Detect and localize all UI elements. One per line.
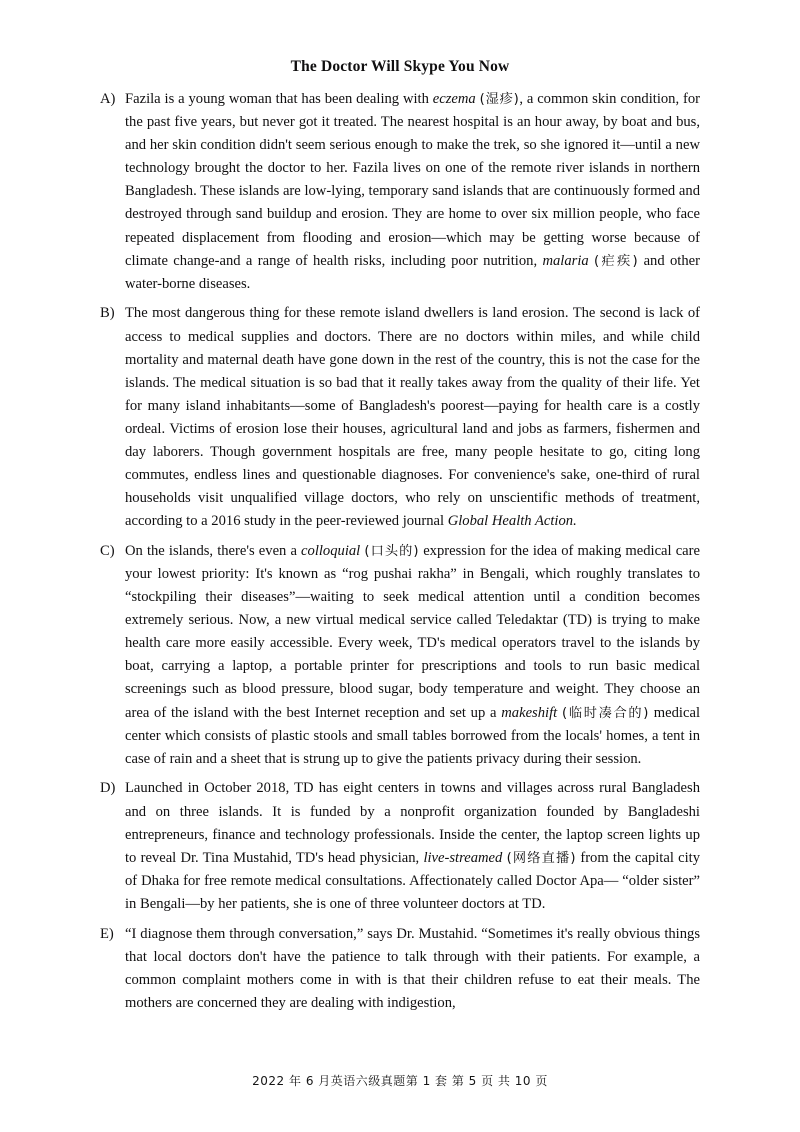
text-run: from the capital city of Dhaka for free remote medical consultations. Affectionately called Doctor Apa— “older sister” in Bengali—by her patients, she is one of three volunteer doctors at TD. bbox=[125, 849, 700, 912]
paragraph bbox=[100, 540, 700, 771]
paragraph-marker: D) bbox=[100, 780, 116, 797]
text-run: “I diagnose them through conversation,” says Dr. Mustahid. “Sometimes it's really obvious things that local doctors don't have the patience to talk through with their patients. For example, a common complaint mothers come in with is that their children refuse to eat their meals. The mothers are concerned they are dealing with indigestion, bbox=[125, 925, 700, 1011]
paragraph bbox=[100, 302, 700, 533]
article-body bbox=[100, 88, 700, 1021]
italic-term: makeshift bbox=[501, 704, 558, 721]
chinese-gloss: (湿疹) bbox=[479, 92, 520, 107]
chinese-gloss: (临时凑合的) bbox=[561, 705, 650, 721]
chinese-gloss: (网络直播) bbox=[506, 850, 577, 866]
paragraph-marker: E) bbox=[100, 925, 114, 942]
text-run: The most dangerous thing for these remote island dwellers is land erosion. The second is lack of access to medical supplies and doctors. There are no doctors within miles, and while child mortality and maternal death have gone down in the rest of the country, this is not the case for the islands. The medical situation is so bad that it really takes away from the quality of their life. Yet for many island inhabitants—some of Bangladesh's poorest—paying for health care is a costly ordeal. Victims of erosion lose their houses, agricultural land and jobs as farmers, fishermen and day laborers. Though government hospitals are free, many people hesitate to go, citing long commutes, endless lines and questionable diagnoses. For convenience's sake, one-third of rural households visit unqualified village doctors, who rely on unscientific methods of treatment, according to a 2016 study in the peer-reviewed journal bbox=[125, 305, 700, 530]
paragraph-marker: C) bbox=[100, 542, 115, 559]
text-run: expression for the idea of making medical care your lowest priority: It's known as “rog pushai rakha” in Bengali, which roughly translates to “stockpiling their diseases”—waiting to seek medical attention until a condition becomes extremely serious. Now, a new virtual medical service called Teledaktar (TD) is trying to make health care more easily accessible. Every week, TD's medical operators travel to the islands by boat, carrying a laptop, a portable printer for prescriptions and tools to run basic medical screenings such as blood pressure, blood sugar, body temperature and weight. They choose an area of the island with the best Internet reception and set up a bbox=[125, 542, 700, 721]
text-run: , a common skin condition, for the past five years, but never got it treated. The nearest hospital is an hour away, by boat and bus, and her skin condition didn't seem serious enough to make the trek, so she ignored it—until a new technology brought the doctor to her. Fazila lives on one of the remote river islands in northern Bangladesh. These islands are low-lying, temporary sand islands that are continuously formed and destroyed through sand buildup and erosion. They are home to over six million people, who face repeated displacement from flooding and erosion—which may be getting worse because of climate change-and a range of health risks, including poor nutrition, bbox=[125, 91, 700, 269]
chinese-gloss: (疟疾) bbox=[594, 253, 639, 269]
text-run: Fazila is a young woman that has been dealing with bbox=[125, 91, 433, 107]
paragraph-text bbox=[125, 540, 700, 771]
paragraph bbox=[100, 923, 700, 1015]
italic-term: eczema bbox=[432, 91, 476, 107]
paragraph-text bbox=[125, 302, 700, 533]
footer-label: 2022 年 6 月英语六级真题第 1 套 第 5 页 共 10 页 bbox=[252, 1074, 548, 1088]
paragraph-text bbox=[125, 88, 700, 296]
text-run: Launched in October 2018, TD has eight centers in towns and villages across rural Bangladesh and on three islands. It is funded by a nonprofit organization founded by Bangladeshi entrepreneurs, finance and technology professionals. Inside the center, the laptop screen lights up to reveal Dr. Tina Mustahid, TD's head physician, bbox=[125, 780, 700, 866]
text-run: medical center which consists of plastic stools and small tables borrowed from the locals' homes, a tent in case of rain and a sheet that is strung up to give the patients privacy during their session. bbox=[125, 704, 700, 767]
text-run: and other water-borne diseases. bbox=[125, 252, 700, 292]
chinese-gloss: (口头的) bbox=[364, 543, 420, 559]
italic-term: live-streamed bbox=[423, 849, 503, 866]
italic-term: colloquial bbox=[301, 542, 361, 559]
paragraph bbox=[100, 88, 700, 296]
italic-term: malaria bbox=[542, 252, 589, 269]
text-run: On the islands, there's even a bbox=[125, 542, 302, 559]
page-footer bbox=[0, 1072, 800, 1089]
paragraph-marker: A) bbox=[100, 91, 116, 107]
paragraph-text bbox=[125, 777, 700, 916]
page-title: The Doctor Will Skype You Now bbox=[290, 58, 510, 75]
italic-term: Global Health Action. bbox=[447, 513, 577, 530]
paragraph bbox=[100, 777, 700, 916]
paragraph-marker: B) bbox=[100, 305, 115, 322]
paragraph-text bbox=[125, 923, 700, 1015]
